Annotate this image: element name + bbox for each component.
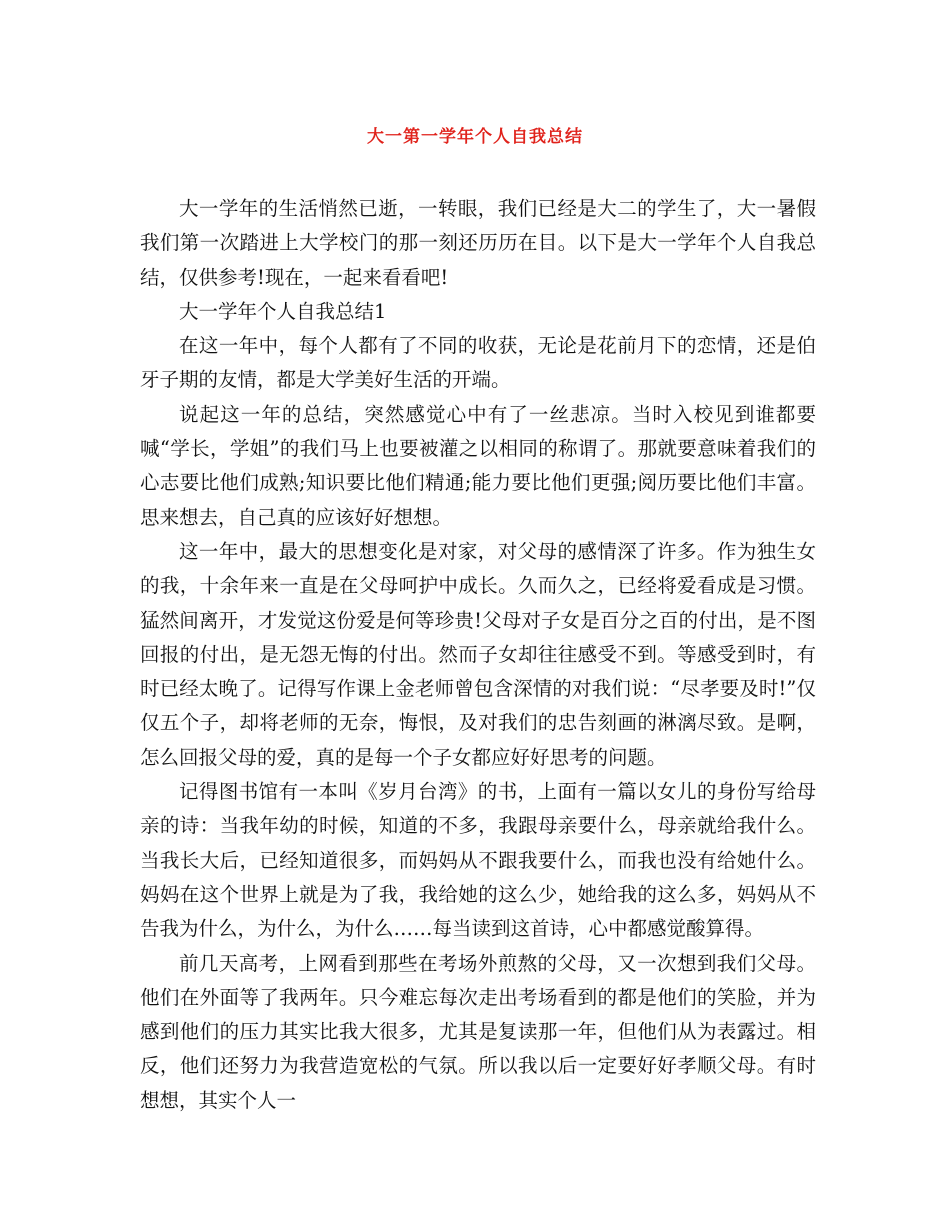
paragraph: 记得图书馆有一本叫《岁月台湾》的书，上面有一篇以女儿的身份写给母亲的诗：当我年幼的时候，知道的不多，我跟母亲要什么，母亲就给我什么。当我长大后，已经知道很多，而妈妈从不跟我要什么，而我也没有给她什么。妈妈在这个世界上就是为了我，我给她的这么少，她给我的这么多，妈妈从不告我为什么，为什么，为什么……每当读到这首诗，心中都感觉酸算得。 [140, 780, 816, 941]
paragraph: 说起这一年的总结，突然感觉心中有了一丝悲凉。当时入校见到谁都要喊“学长，学姐”的我们马上也要被灌之以相同的称谓了。那就要意味着我们的心志要比他们成熟;知识要比他们精通;能力要比他们更强;阅历要比他们丰富。思来想去，自己真的应该好好想想。 [140, 402, 816, 529]
section-heading: 大一学年个人自我总结1 [179, 299, 387, 323]
paragraph-intro: 大一学年的生活悄然已逝，一转眼，我们已经是大二的学生了，大一暑假我们第一次踏进上大学校门的那一刻还历历在目。以下是大一学年个人自我总结，仅供参考!现在，一起来看看吧! [140, 197, 816, 289]
document-body [140, 192, 816, 1118]
paragraph: 在这一年中，每个人都有了不同的收获，无论是花前月下的恋情，还是伯牙子期的友情，都是大学美好生活的开端。 [140, 334, 816, 392]
paragraph: 前几天高考，上网看到那些在考场外煎熬的父母，又一次想到我们父母。他们在外面等了我两年。只今难忘每次走出考场看到的都是他们的笑脸，并为感到他们的压力其实比我大很多，尤其是复读那一年，但他们从为表露过。相反，他们还努力为我营造宽松的气氛。所以我以后一定要好好孝顺父母。有时想想，其实个人一 [140, 951, 816, 1112]
document-title: 大一第一学年个人自我总结 [367, 127, 583, 147]
paragraph: 这一年中，最大的思想变化是对家，对父母的感情深了许多。作为独生女的我，十余年来一直是在父母呵护中成长。久而久之，已经将爱看成是习惯。猛然间离开，才发觉这份爱是何等珍贵!父母对子女是百分之百的付出，是不图回报的付出，是无怨无悔的付出。然而子女却往往感受不到。等感受到时，有时已经太晚了。记得写作课上金老师曾包含深情的对我们说：“尽孝要及时!”仅仅五个子，却将老师的无奈，悔恨，及对我们的忠告刻画的淋漓尽致。是啊，怎么回报父母的爱，真的是每一个子女都应好好思考的问题。 [140, 539, 816, 769]
